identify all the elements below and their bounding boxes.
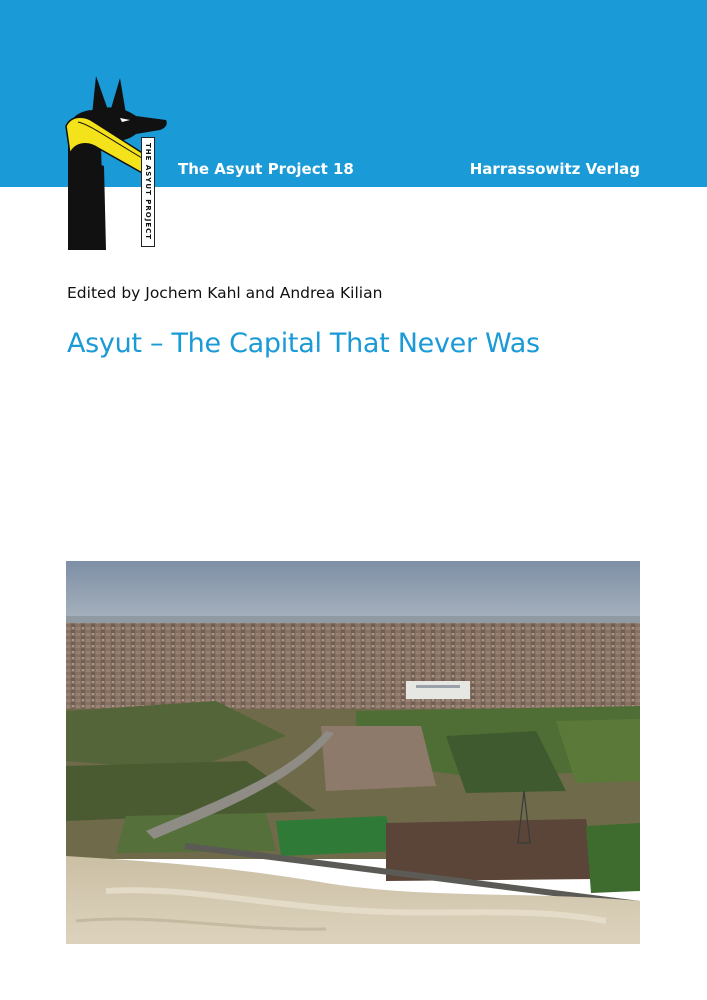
- series-title: The Asyut Project 18: [178, 160, 354, 178]
- cover-photo: [66, 561, 640, 944]
- anubis-jackal-icon: [62, 70, 174, 250]
- publisher-name: Harrassowitz Verlag: [469, 160, 640, 178]
- logo-text: THE ASYUT PROJECT: [141, 137, 155, 247]
- editors-line: Edited by Jochem Kahl and Andrea Kilian: [67, 284, 383, 302]
- book-title: Asyut – The Capital That Never Was: [67, 328, 540, 359]
